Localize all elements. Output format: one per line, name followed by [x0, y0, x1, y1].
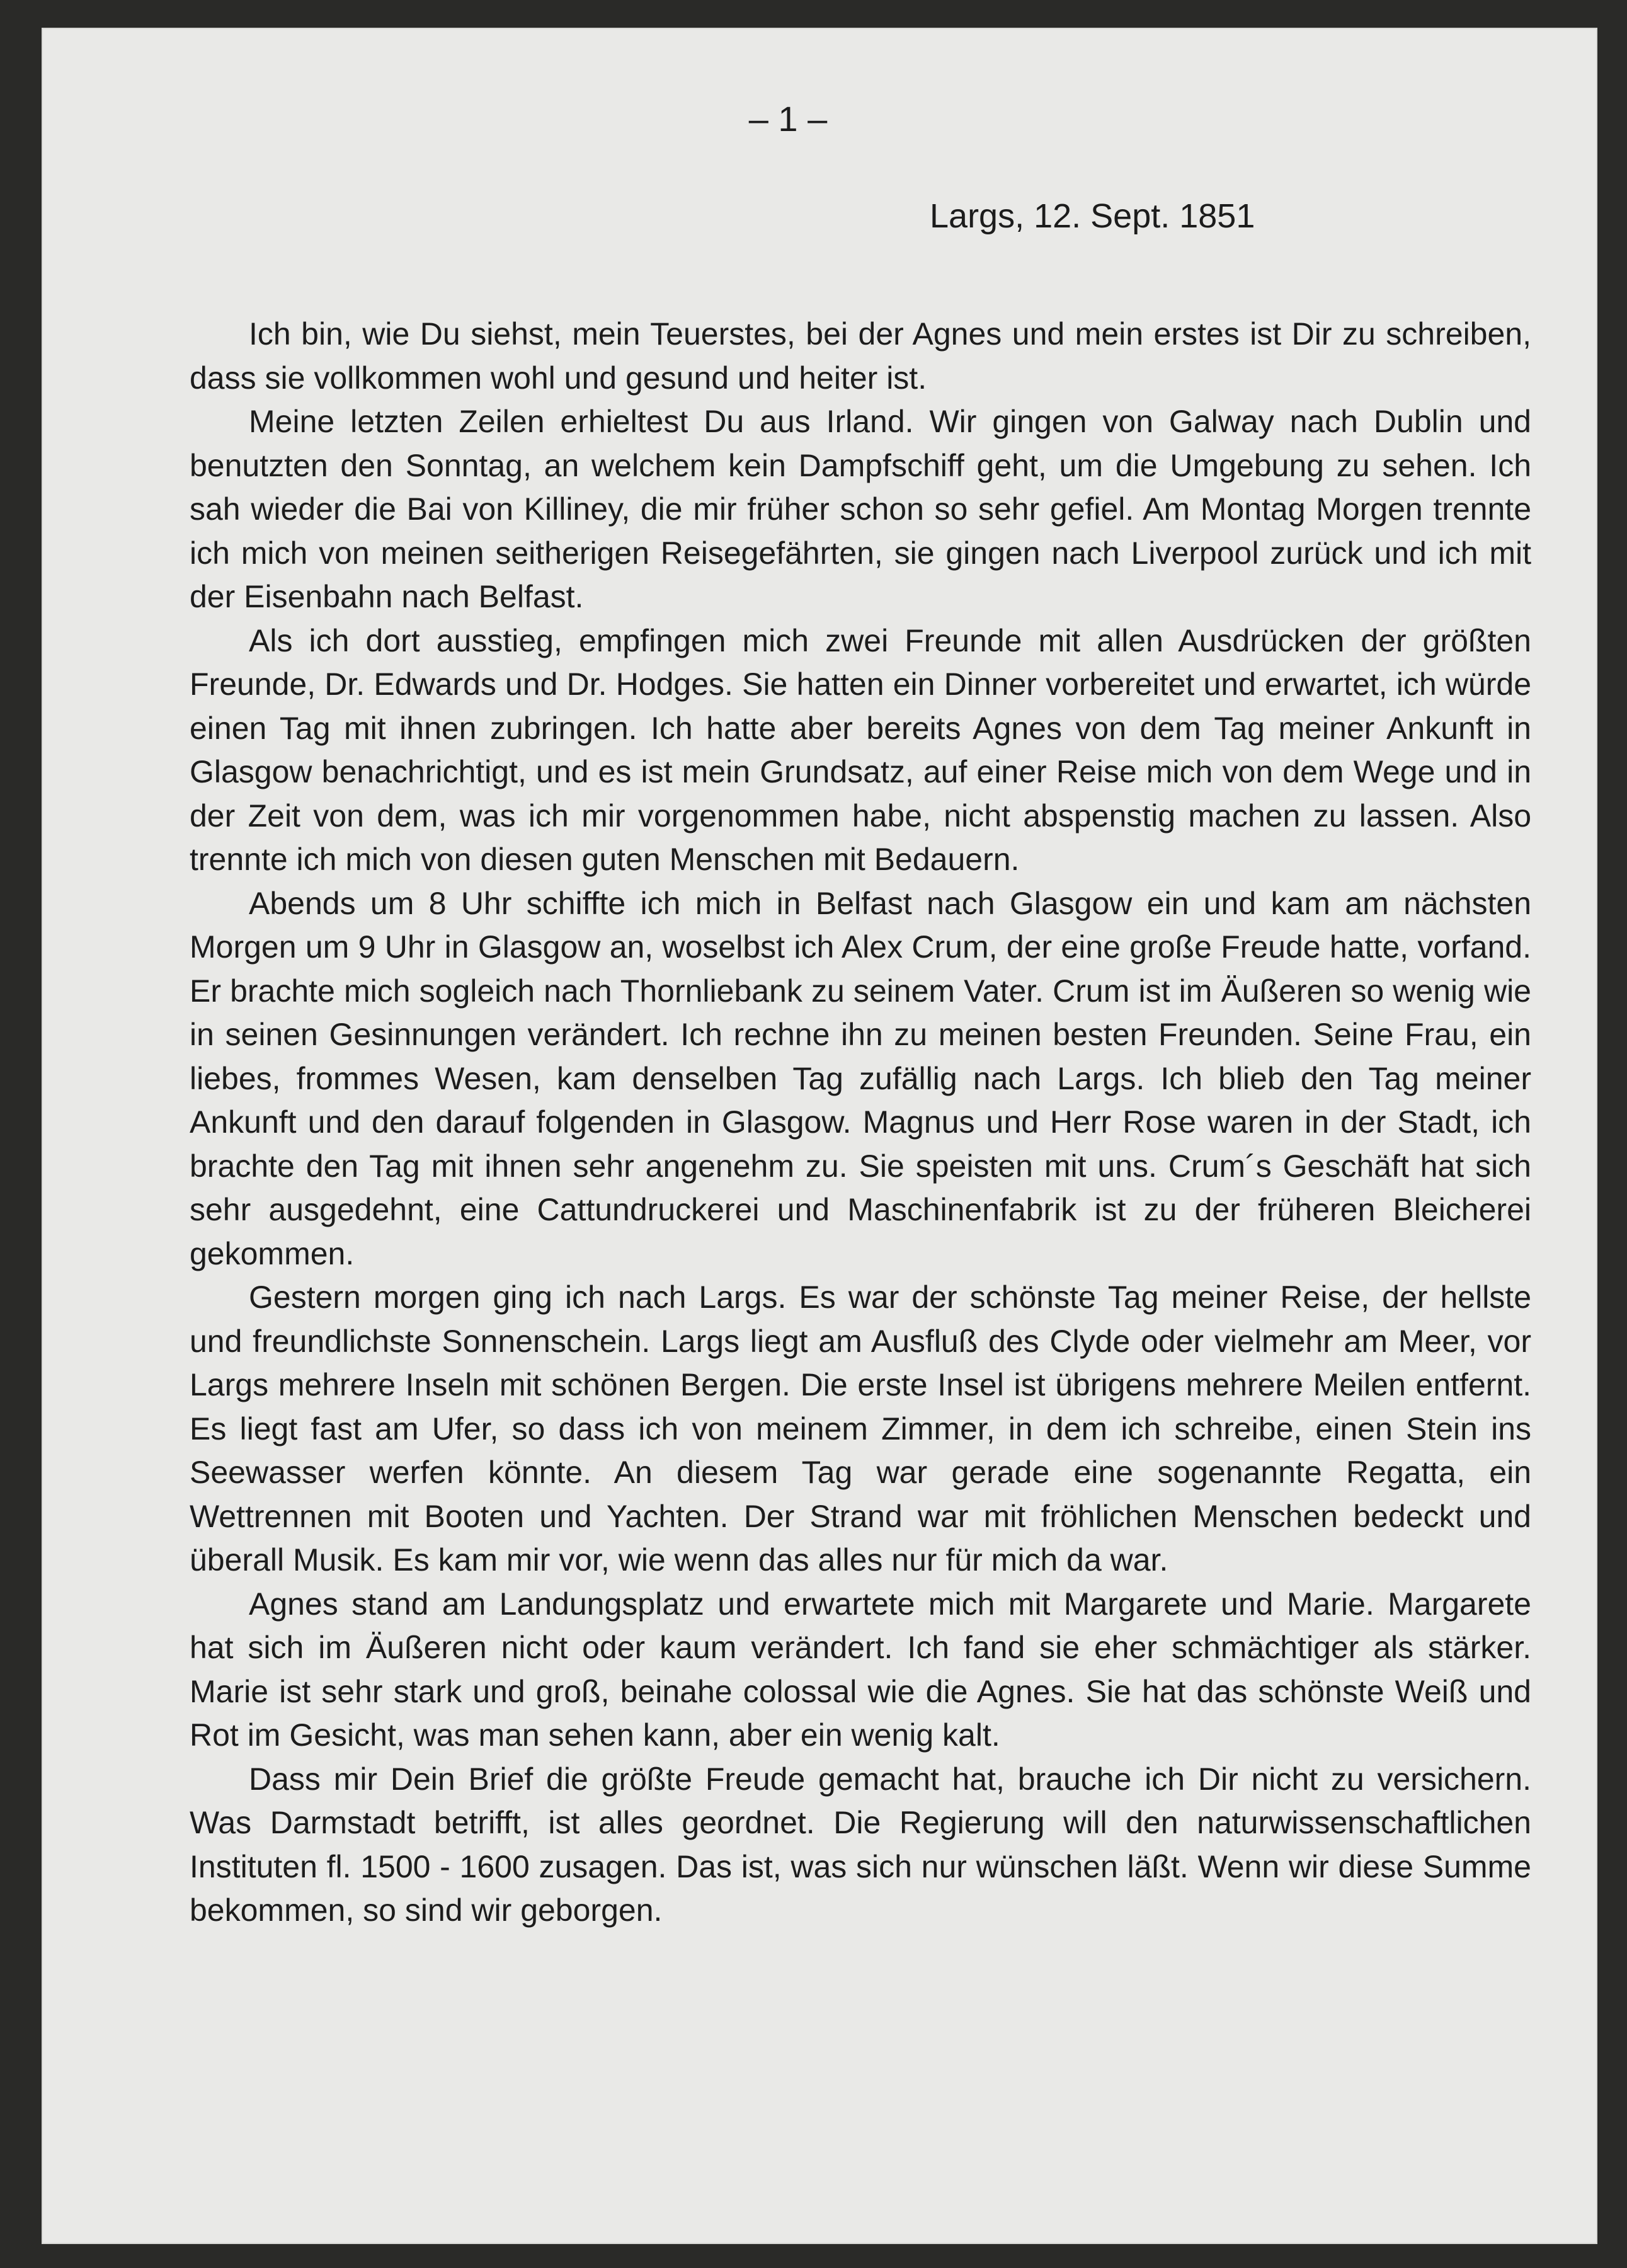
letter-page [42, 28, 1597, 2244]
paragraph: Meine letzten Zeilen erhieltest Du aus Irland. Wir gingen von Galway nach Dublin und benutzten den Sonntag, an welchem kein Dampfschiff geht, um die Umgebung zu sehen. Ich sah wieder die Bai von Killiney, die mir früher schon so sehr gefiel. Am Montag Morgen trennte ich mich von meinen seitherigen Reisegefährten, sie gingen nach Liverpool zurück und ich mit der Eisenbahn nach Belfast. [190, 404, 1531, 614]
paragraph: Agnes stand am Landungsplatz und erwartete mich mit Margarete und Marie. Margarete hat sich im Äußeren nicht oder kaum verändert. Ich fand sie eher schmächtiger als stärker. Marie ist sehr stark und groß, beinahe colossal wie die Agnes. Sie hat das schönste Weiß und Rot im Gesicht, was man sehen kann, aber ein wenig kalt. [190, 1586, 1531, 1753]
letter-body [190, 312, 1531, 1933]
paragraph: Dass mir Dein Brief die größte Freude gemacht hat, brauche ich Dir nicht zu versichern. Was Darmstadt betrifft, ist alles geordnet. Die Regierung will den naturwissenschaftlichen Instituten fl. 1500 - 1600 zusagen. Das ist, was sich nur wünschen läßt. Wenn wir diese Summe bekommen, so sind wir geborgen. [190, 1761, 1531, 1928]
paragraph: Abends um 8 Uhr schiffte ich mich in Belfast nach Glasgow ein und kam am nächsten Morgen um 9 Uhr in Glasgow an, woselbst ich Alex Crum, der eine große Freude hatte, vorfand. Er brachte mich sogleich nach Thornliebank zu seinem Vater. Crum ist im Äußeren so wenig wie in seinen Gesinnungen verändert. Ich rechne ihn zu meinen besten Freunden. Seine Frau, ein liebes, frommes Wesen, kam denselben Tag zufällig nach Largs. Ich blieb den Tag meiner Ankunft und den darauf folgenden in Glasgow. Magnus und Herr Rose waren in der Stadt, ich brachte den Tag mit ihnen sehr angenehm zu. Sie speisten mit uns. Crum´s Geschäft hat sich sehr ausgedehnt, eine Cattundruckerei und Maschinenfabrik ist zu der früheren Bleicherei gekommen. [190, 885, 1531, 1271]
paragraph: Gestern morgen ging ich nach Largs. Es war der schönste Tag meiner Reise, der hellste und freundlichste Sonnenschein. Largs liegt am Ausfluß des Clyde oder vielmehr am Meer, vor Largs mehrere Inseln mit schönen Bergen. Die erste Insel ist übrigens mehrere Meilen entfernt. Es liegt fast am Ufer, so dass ich von meinem Zimmer, in dem ich schreibe, einen Stein ins Seewasser werfen könnte. An diesem Tag war gerade eine sogenannte Regatta, ein Wettrennen mit Booten und Yachten. Der Strand war mit fröhlichen Menschen bedeckt und überall Musik. Es kam mir vor, wie wenn das alles nur für mich da war. [190, 1280, 1531, 1578]
place-date: Largs, 12. Sept. 1851 [930, 197, 1255, 235]
paragraph: Als ich dort ausstieg, empfingen mich zwei Freunde mit allen Ausdrücken der größten Freunde, Dr. Edwards und Dr. Hodges. Sie hatten ein Dinner vorbereitet und erwartet, ich würde einen Tag mit ihnen zubringen. Ich hatte aber bereits Agnes von dem Tag meiner Ankunft in Glasgow benachrichtigt, und es ist mein Grundsatz, auf einer Reise mich von dem Wege und in der Zeit von dem, was ich mir vorgenommen habe, nicht abspenstig machen zu lassen. Also trennte ich mich von diesen guten Menschen mit Bedauern. [190, 622, 1531, 877]
page-number: – 1 – [748, 99, 828, 139]
paragraph: Ich bin, wie Du siehst, mein Teuerstes, bei der Agnes und mein erstes ist Dir zu schreiben, dass sie vollkommen wohl und gesund und heiter ist. [190, 316, 1531, 396]
